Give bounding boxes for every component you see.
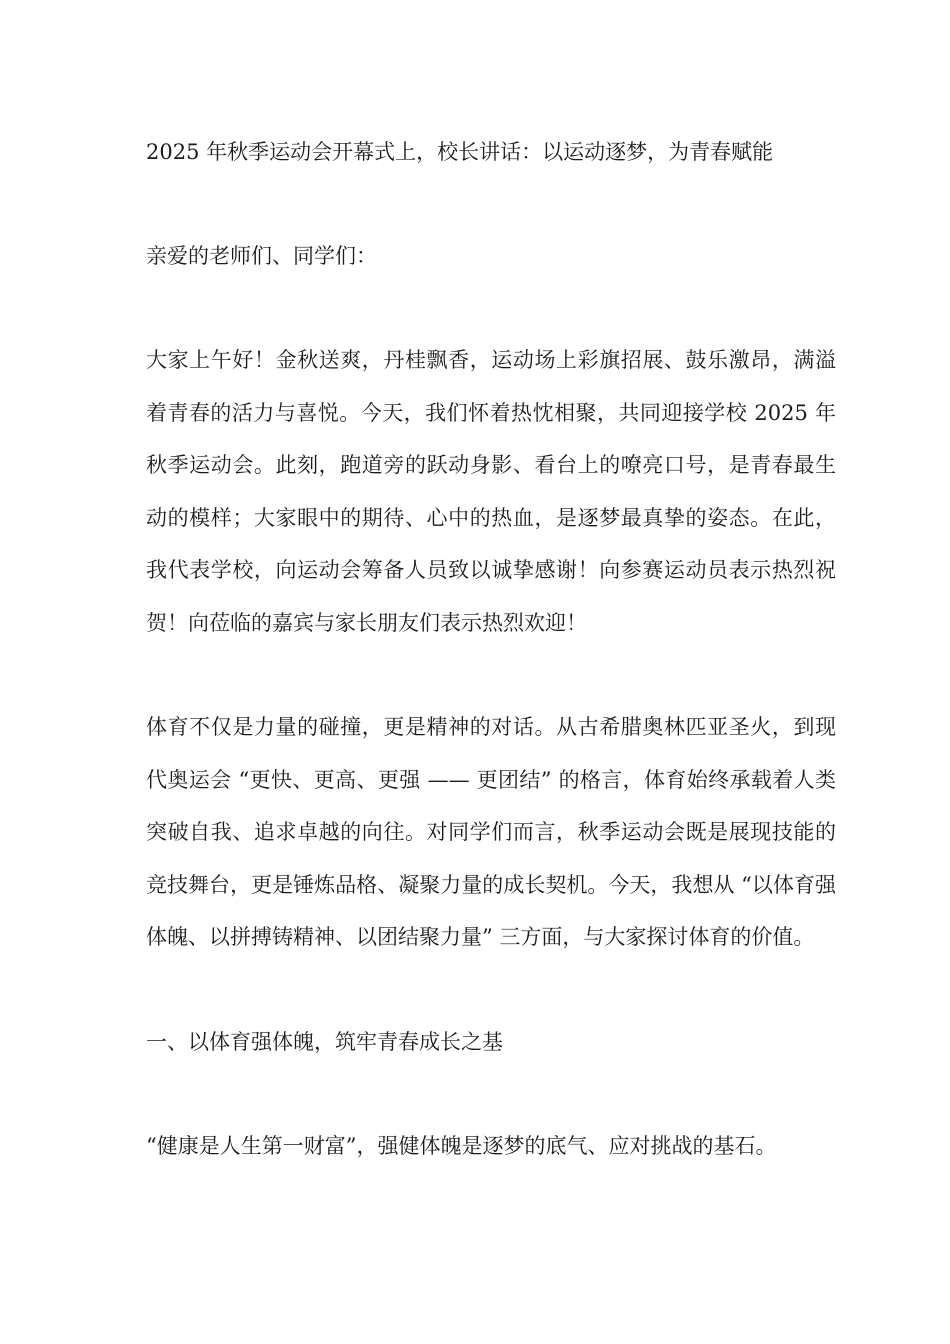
salutation: 亲爱的老师们、同学们： <box>146 244 377 268</box>
paragraph-sports-value: 体育不仅是力量的碰撞，更是精神的对话。从古希腊奥林匹亚圣火，到现代奥运会 “更快、更高、更强 —— 更团结” 的格言，体育始终承载着人类突破自我、追求卓越的向往。对同学们而言，秋季运动会既是展现技能的竞技舞台，更是锤炼品格、凝聚力量的成长契机。今天，我想从 “以体育强体魄、以拼搏铸精神、以团结聚力量” 三方面，与大家探讨体育的价值。 <box>146 715 836 949</box>
paragraph-health: “健康是人生第一财富”，强健体魄是逐梦的底气、应对挑战的基石。 <box>146 1133 777 1158</box>
document-body <box>146 126 836 1172</box>
section-heading: 一、以体育强体魄，筑牢青春成长之基 <box>146 1029 503 1054</box>
document-title: 2025 年秋季运动会开幕式上，校长讲话：以运动逐梦，为青春赋能 <box>146 140 774 164</box>
paragraph-welcome: 大家上午好！金秋送爽，丹桂飘香，运动场上彩旗招展、鼓乐激昂，满溢着青春的活力与喜悦。今天，我们怀着热忱相聚，共同迎接学校 2025 年秋季运动会。此刻，跑道旁的跃动身影、看台上的嘹亮口号，是青春最生动的模样；大家眼中的期待、心中的热血，是逐梦最真挚的姿态。在此，我代表学校，向运动会筹备人员致以诚挚感谢！向参赛运动员表示热烈祝贺！向莅临的嘉宾与家长朋友们表示热烈欢迎！ <box>146 348 836 635</box>
